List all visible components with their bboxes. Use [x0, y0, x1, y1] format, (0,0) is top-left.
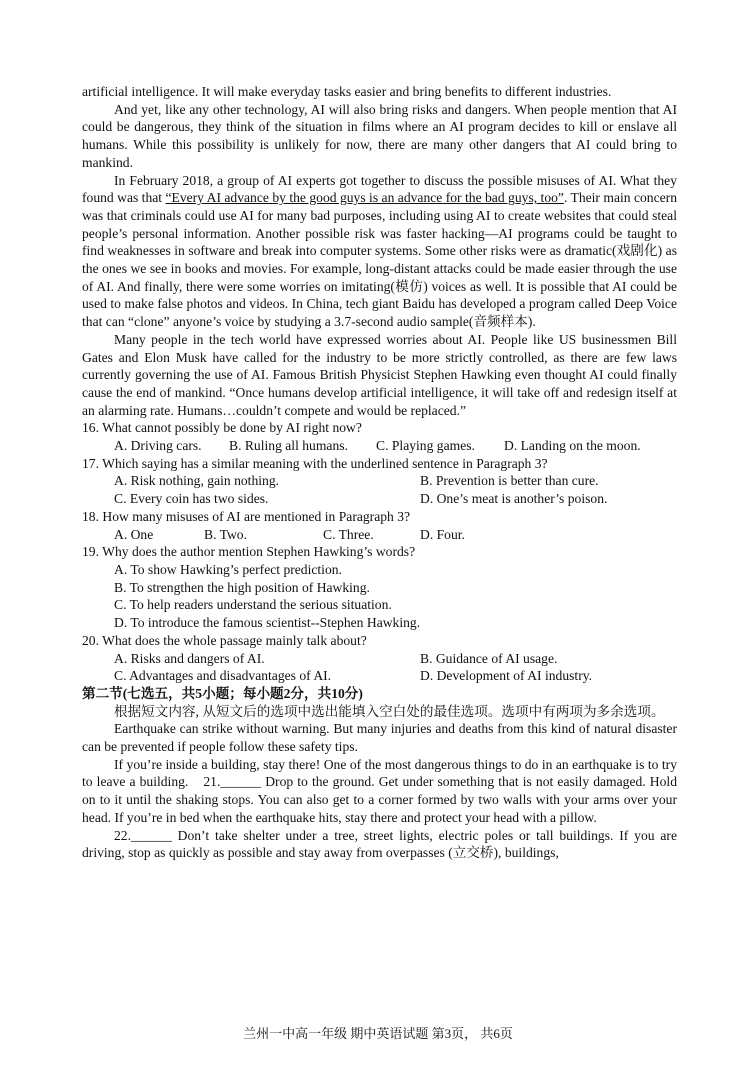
q16-option-a: A. Driving cars. [114, 438, 202, 454]
question-18-options [82, 526, 677, 544]
q19-option-d: D. To introduce the famous scientist--Stephen Hawking. [114, 615, 421, 631]
q19-option-c: C. To help readers understand the serious situation. [114, 597, 392, 613]
question-17-options-row-2 [82, 490, 677, 508]
q19-option-b: B. To strengthen the high position of Hawking. [114, 579, 370, 595]
question-16-options [82, 437, 677, 455]
q18-option-a: A. One [114, 526, 154, 542]
q17-option-c: C. Every coin has two sides. [114, 491, 269, 507]
passage-paragraph-1: And yet, like any other technology, AI will also bring risks and dangers. When people mention that AI could be dangerous, they think of the situation in films where an AI program decides to kill or enslave all humans. While this possibility is unlikely for now, there are many other dangers that AI could bring to mankind. [82, 101, 677, 170]
q17-option-a: A. Risk nothing, gain nothing. [114, 473, 280, 489]
q20-option-a: A. Risks and dangers of AI. [114, 650, 265, 666]
section-2-heading: 第二节(七选五，共5小题；每小题2分，共10分) [82, 685, 363, 701]
q16-option-d: D. Landing on the moon. [504, 438, 641, 454]
question-17-stem: 17. Which saying has a similar meaning with the underlined sentence in Paragraph 3? [82, 455, 548, 471]
q17-option-b: B. Prevention is better than cure. [420, 473, 599, 489]
passage-paragraph-0: artificial intelligence. It will make everyday tasks easier and bring benefits to different industries. [82, 84, 612, 99]
q17-option-d: D. One’s meat is another’s poison. [420, 491, 608, 507]
underlined-sentence: “Every AI advance by the good guys is an advance for the bad guys, too” [165, 190, 564, 206]
question-20-stem: 20. What does the whole passage mainly talk about? [82, 632, 367, 648]
q18-option-d: D. Four. [420, 526, 465, 542]
question-20-options-row-2 [82, 667, 677, 685]
q20-option-d: D. Development of AI industry. [420, 668, 593, 684]
question-18-stem: 18. How many misuses of AI are mentioned in Paragraph 3? [82, 508, 411, 524]
q16-option-c: C. Playing games. [376, 438, 475, 454]
q20-option-b: B. Guidance of AI usage. [420, 650, 558, 666]
exam-page [82, 83, 677, 862]
q20-option-c: C. Advantages and disadvantages of AI. [114, 668, 332, 684]
q16-option-b: B. Ruling all humans. [229, 438, 348, 454]
passage-paragraph-3: Many people in the tech world have expressed worries about AI. People like US businessmen Bill Gates and Elon Musk have called for the industry to be more strictly controlled, as there are few laws currently governing the use of AI. Famous British Physicist Stephen Hawking even thought AI could finally cause the end of mankind. “Once humans develop artificial intelligence, it will take off and redesign itself at an alarming rate. Humans…couldn’t compete and would be replaced.” [82, 331, 677, 418]
paragraph-2-rest: . Their main concern was that criminals could use AI for many bad purposes, including using AI to create websites that could steal people’s personal information. Another possible risk was faster hacking—AI programs could be taught to find weaknesses in software and break into computer systems. Some other risks were as dramatic(戏剧化) as the ones we see in books and movies. For example, long-distant attacks could be made easier through the use of AI. And finally, there were some worries on imitating(模仿) voices as well. It is possible that AI could be used to make false photos and videos. In China, tech giant Baidu has developed a program called Deep Voice that can “clone” anyone’s voice by studying a 3.7-second audio sample(音频样本). [82, 190, 677, 330]
earthquake-paragraph-2: If you’re inside a building, stay there! One of the most dangerous things to do in an earthquake is to try to leave a building. 21.______ Drop to the ground. Get under something that is not easily damaged. Hold on to it until the shaking stops. You can also get to a corner formed by two walls with your arms over your head. If you’re in bed when the earthquake hits, stay there and protect your head with a pillow. [82, 756, 677, 825]
question-17-options-row-1 [82, 472, 677, 490]
section-2-instruction: 根据短文内容, 从短文后的选项中选出能填入空白处的最佳选项。选项中有两项为多余选项。 [114, 703, 665, 719]
earthquake-paragraph-3: 22.______ Don’t take shelter under a tree, street lights, electric poles or tall buildings. If you are driving, stop as quickly as possible and stay away from overpasses (立交桥), buildings, [82, 827, 677, 861]
page-footer: 兰州一中高一年级 期中英语试题 第3页， 共6页 [243, 1026, 513, 1041]
question-19-stem: 19. Why does the author mention Stephen Hawking’s words? [82, 544, 416, 560]
q18-option-c: C. Three. [323, 526, 374, 542]
q18-option-b: B. Two. [204, 526, 247, 542]
earthquake-paragraph-1: Earthquake can strike without warning. But many injuries and deaths from this kind of natural disaster can be prevented if people follow these safety tips. [82, 721, 677, 755]
question-20-options-row-1 [82, 650, 677, 668]
passage-paragraph-2 [82, 172, 677, 331]
paragraph-2-lead: In February 2018, a group of AI experts got together to discuss the possible misuses of AI. What they found was that [82, 172, 677, 206]
question-16-stem: 16. What cannot possibly be done by AI right now? [82, 420, 362, 436]
q19-option-a: A. To show Hawking’s perfect prediction. [114, 561, 342, 577]
